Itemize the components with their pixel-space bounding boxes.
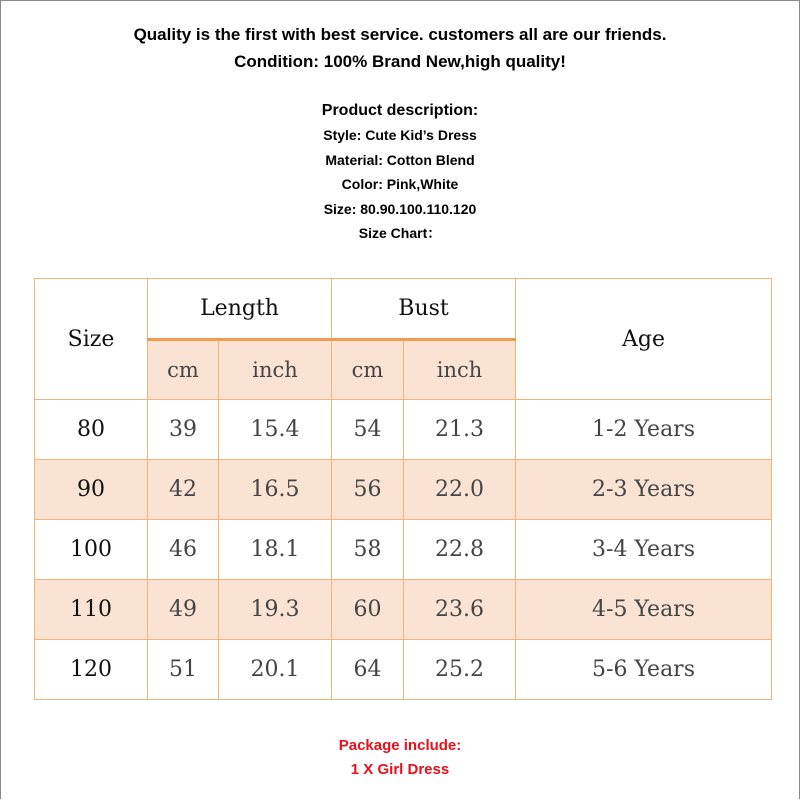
subheader-bust-inch: inch	[404, 340, 516, 400]
subheader-length-cm: cm	[148, 340, 219, 400]
table-row	[35, 640, 772, 700]
description-sizes: Size: 80.90.100.110.120	[323, 200, 477, 217]
cell-bust-inch: 22.8	[404, 520, 516, 580]
size-chart-table	[34, 278, 772, 700]
cell-age: 5-6 Years	[516, 640, 772, 700]
cell-bust-cm: 58	[332, 520, 404, 580]
table-row	[35, 520, 772, 580]
cell-size: 100	[35, 520, 148, 580]
package-include-title: Package include:	[338, 737, 462, 754]
cell-bust-cm: 60	[332, 580, 404, 640]
cell-bust-inch: 25.2	[404, 640, 516, 700]
cell-bust-cm: 64	[332, 640, 404, 700]
cell-length-cm: 46	[148, 520, 219, 580]
header-length: Length	[148, 279, 332, 340]
description-title: Product description:	[321, 102, 479, 119]
cell-length-inch: 20.1	[219, 640, 332, 700]
description-color: Color: Pink,White	[341, 176, 459, 192]
cell-bust-cm: 54	[332, 400, 404, 460]
cell-age: 1-2 Years	[516, 400, 772, 460]
table-header-row	[35, 279, 772, 340]
cell-size: 90	[35, 460, 148, 520]
cell-bust-cm: 56	[332, 460, 404, 520]
cell-length-inch: 15.4	[219, 400, 332, 460]
cell-size: 110	[35, 580, 148, 640]
cell-bust-inch: 23.6	[404, 580, 516, 640]
cell-age: 3-4 Years	[516, 520, 772, 580]
table-row	[35, 580, 772, 640]
cell-age: 2-3 Years	[516, 460, 772, 520]
description-style: Style: Cute Kid’s Dress	[323, 127, 477, 143]
cell-length-cm: 39	[148, 400, 219, 460]
cell-length-inch: 18.1	[219, 520, 332, 580]
cell-bust-inch: 21.3	[404, 400, 516, 460]
cell-length-inch: 16.5	[219, 460, 332, 520]
cell-size: 120	[35, 640, 148, 700]
cell-age: 4-5 Years	[516, 580, 772, 640]
header-line-condition: Condition: 100% Brand New,high quality!	[234, 52, 566, 71]
header-block	[1, 21, 799, 75]
cell-length-cm: 42	[148, 460, 219, 520]
description-material: Material: Cotton Blend	[325, 151, 475, 168]
description-size-chart: Size Chart：	[358, 225, 442, 241]
package-include-item: 1 X Girl Dress	[350, 761, 450, 778]
table-row	[35, 400, 772, 460]
subheader-bust-cm: cm	[332, 340, 404, 400]
cell-length-cm: 51	[148, 640, 219, 700]
header-bust: Bust	[332, 279, 516, 340]
cell-bust-inch: 22.0	[404, 460, 516, 520]
cell-length-cm: 49	[148, 580, 219, 640]
package-include-block	[1, 734, 799, 782]
cell-length-inch: 19.3	[219, 580, 332, 640]
cell-size: 80	[35, 400, 148, 460]
product-description	[1, 99, 799, 246]
header-size: Size	[35, 279, 148, 400]
table-row	[35, 460, 772, 520]
header-age: Age	[516, 279, 772, 400]
subheader-length-inch: inch	[219, 340, 332, 400]
header-line-quality: Quality is the first with best service. customers all are our friends.	[133, 25, 667, 44]
